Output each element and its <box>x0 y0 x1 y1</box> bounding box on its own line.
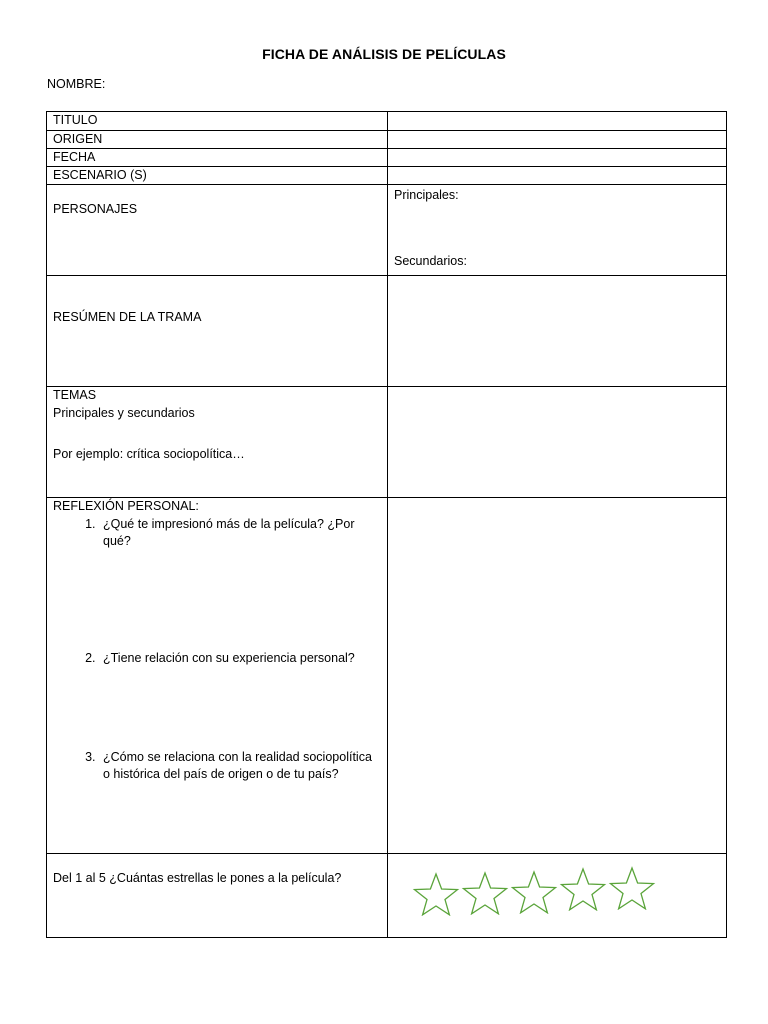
principales-label: Principales: <box>394 188 459 202</box>
reflexion-cell <box>47 498 388 854</box>
film-analysis-table <box>46 111 727 938</box>
reflection-questions <box>53 516 381 783</box>
question-1: 1. ¿Qué te impresionó más de la película? ¿Por qué? <box>99 516 381 550</box>
temas-subtitle: Principales y secundarios <box>53 406 195 420</box>
star-rating-row <box>394 854 720 916</box>
temas-field[interactable] <box>388 387 727 498</box>
question-2: 2. ¿Tiene relación con su experiencia personal? <box>99 650 381 667</box>
temas-cell <box>47 387 388 498</box>
star-outline-icon[interactable] <box>608 866 656 910</box>
titulo-field[interactable] <box>388 112 727 131</box>
star-outline-icon[interactable] <box>461 871 509 915</box>
resumen-cell <box>47 276 388 387</box>
estrellas-prompt: Del 1 al 5 ¿Cuántas estrellas le pones a la película? <box>53 871 342 885</box>
star-outline-icon[interactable] <box>559 867 607 911</box>
star-outline-icon[interactable] <box>412 872 460 916</box>
personajes-field[interactable] <box>388 185 727 276</box>
reflexion-field[interactable] <box>388 498 727 854</box>
estrellas-cell <box>47 854 388 938</box>
resumen-field[interactable] <box>388 276 727 387</box>
temas-example: Por ejemplo: crítica sociopolítica… <box>53 447 245 461</box>
reflexion-label: REFLEXIÓN PERSONAL: <box>53 499 199 513</box>
temas-label: TEMAS <box>53 388 97 402</box>
resumen-label: RESÚMEN DE LA TRAMA <box>53 310 202 324</box>
star-outline-icon[interactable] <box>510 870 558 914</box>
document-title: FICHA DE ANÁLISIS DE PELÍCULAS <box>262 46 506 62</box>
fecha-field[interactable] <box>388 149 727 167</box>
name-label: NOMBRE: <box>47 77 106 91</box>
secundarios-label: Secundarios: <box>394 254 467 268</box>
escenario-field[interactable] <box>388 167 727 185</box>
origen-field[interactable] <box>388 131 727 149</box>
fecha-label: FECHA <box>47 149 388 167</box>
star-rating[interactable] <box>388 854 727 938</box>
personajes-label: PERSONAJES <box>53 202 138 216</box>
question-3: 3. ¿Cómo se relaciona con la realidad sociopolítica o histórica del país de origen o de tu país? <box>99 749 381 783</box>
origen-label: ORIGEN <box>47 131 388 149</box>
personajes-cell <box>47 185 388 276</box>
titulo-label: TITULO <box>47 112 388 131</box>
escenario-label: ESCENARIO (S) <box>47 167 388 185</box>
